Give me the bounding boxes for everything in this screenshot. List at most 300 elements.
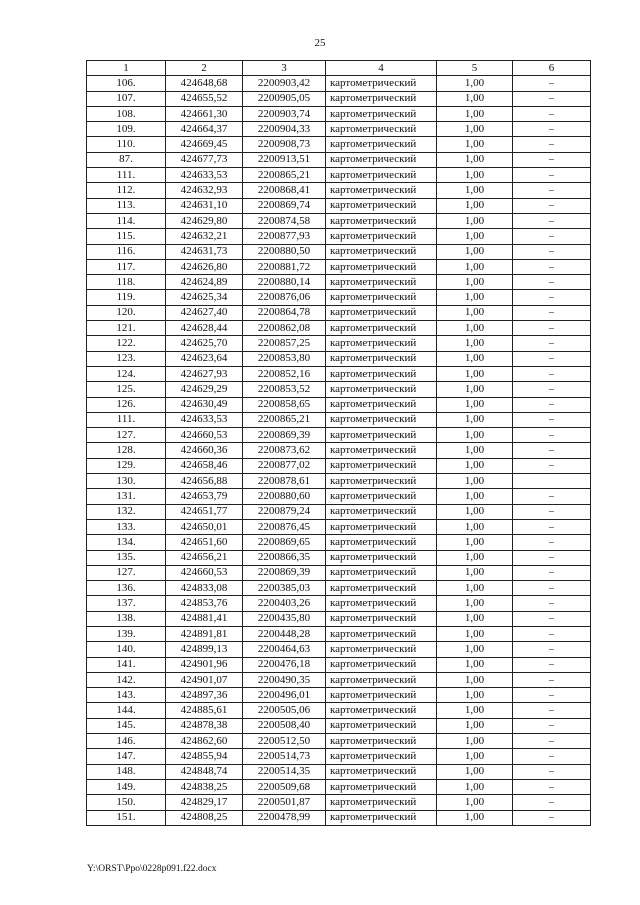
table-header-row [87, 61, 591, 76]
method-cell: картометрический [326, 168, 437, 183]
y-coordinate-cell: 2200509,68 [243, 779, 326, 794]
accuracy-cell: 1,00 [437, 382, 513, 397]
accuracy-cell: 1,00 [437, 305, 513, 320]
y-coordinate-cell: 2200435,80 [243, 611, 326, 626]
x-coordinate-cell: 424660,53 [166, 565, 243, 580]
accuracy-cell: 1,00 [437, 626, 513, 641]
table-row [87, 657, 591, 672]
description-cell: – [513, 672, 591, 687]
description-cell: – [513, 626, 591, 641]
table-row [87, 366, 591, 381]
x-coordinate-cell: 424891,81 [166, 626, 243, 641]
y-coordinate-cell: 2200876,45 [243, 519, 326, 534]
accuracy-cell: 1,00 [437, 229, 513, 244]
table-row [87, 152, 591, 167]
description-cell: – [513, 351, 591, 366]
x-coordinate-cell: 424625,34 [166, 290, 243, 305]
x-coordinate-cell: 424629,29 [166, 382, 243, 397]
y-coordinate-cell: 2200865,21 [243, 412, 326, 427]
description-cell: – [513, 321, 591, 336]
footer-file-path: Y:\ORST\Ppo\0228p091.f22.docx [87, 864, 217, 874]
description-cell [513, 474, 591, 489]
y-coordinate-cell: 2200478,99 [243, 810, 326, 825]
x-coordinate-cell: 424630,49 [166, 397, 243, 412]
description-cell: – [513, 489, 591, 504]
y-coordinate-cell: 2200869,39 [243, 565, 326, 580]
point-number-cell: 125. [87, 382, 166, 397]
y-coordinate-cell: 2200880,60 [243, 489, 326, 504]
method-cell: картометрический [326, 535, 437, 550]
method-cell: картометрический [326, 290, 437, 305]
point-number-cell: 132. [87, 504, 166, 519]
x-coordinate-cell: 424899,13 [166, 642, 243, 657]
accuracy-cell: 1,00 [437, 581, 513, 596]
y-coordinate-cell: 2200866,35 [243, 550, 326, 565]
table-row [87, 244, 591, 259]
point-number-cell: 111. [87, 168, 166, 183]
accuracy-cell: 1,00 [437, 779, 513, 794]
table-row [87, 275, 591, 290]
point-number-cell: 145. [87, 718, 166, 733]
point-number-cell: 137. [87, 596, 166, 611]
point-number-cell: 131. [87, 489, 166, 504]
point-number-cell: 129. [87, 458, 166, 473]
y-coordinate-cell: 2200869,65 [243, 535, 326, 550]
y-coordinate-cell: 2200869,39 [243, 428, 326, 443]
accuracy-cell: 1,00 [437, 443, 513, 458]
table-row [87, 672, 591, 687]
point-number-cell: 116. [87, 244, 166, 259]
x-coordinate-cell: 424629,80 [166, 213, 243, 228]
accuracy-cell: 1,00 [437, 749, 513, 764]
point-number-cell: 111. [87, 412, 166, 427]
accuracy-cell: 1,00 [437, 76, 513, 91]
method-cell: картометрический [326, 779, 437, 794]
table-row [87, 351, 591, 366]
point-number-cell: 121. [87, 321, 166, 336]
y-coordinate-cell: 2200864,78 [243, 305, 326, 320]
description-cell: – [513, 397, 591, 412]
accuracy-cell: 1,00 [437, 688, 513, 703]
description-cell: – [513, 275, 591, 290]
table-row [87, 596, 591, 611]
description-cell: – [513, 305, 591, 320]
y-coordinate-cell: 2200878,61 [243, 474, 326, 489]
table-row [87, 106, 591, 121]
accuracy-cell: 1,00 [437, 642, 513, 657]
accuracy-cell: 1,00 [437, 412, 513, 427]
accuracy-cell: 1,00 [437, 550, 513, 565]
method-cell: картометрический [326, 428, 437, 443]
description-cell: – [513, 336, 591, 351]
table-row [87, 749, 591, 764]
x-coordinate-cell: 424633,53 [166, 168, 243, 183]
table-row [87, 519, 591, 534]
y-coordinate-cell: 2200512,50 [243, 734, 326, 749]
method-cell: картометрический [326, 229, 437, 244]
description-cell: – [513, 688, 591, 703]
y-coordinate-cell: 2200496,01 [243, 688, 326, 703]
table-row [87, 489, 591, 504]
description-cell: – [513, 137, 591, 152]
accuracy-cell: 1,00 [437, 734, 513, 749]
accuracy-cell: 1,00 [437, 290, 513, 305]
table-row [87, 443, 591, 458]
x-coordinate-cell: 424627,40 [166, 305, 243, 320]
column-header-3: 3 [243, 61, 326, 76]
column-header-1: 1 [87, 61, 166, 76]
point-number-cell: 122. [87, 336, 166, 351]
accuracy-cell: 1,00 [437, 106, 513, 121]
y-coordinate-cell: 2200874,58 [243, 213, 326, 228]
method-cell: картометрический [326, 474, 437, 489]
point-number-cell: 147. [87, 749, 166, 764]
point-number-cell: 135. [87, 550, 166, 565]
table-row [87, 734, 591, 749]
y-coordinate-cell: 2200879,24 [243, 504, 326, 519]
description-cell: – [513, 412, 591, 427]
method-cell: картометрический [326, 810, 437, 825]
y-coordinate-cell: 2200862,08 [243, 321, 326, 336]
method-cell: картометрический [326, 519, 437, 534]
description-cell: – [513, 749, 591, 764]
accuracy-cell: 1,00 [437, 611, 513, 626]
method-cell: картометрический [326, 122, 437, 137]
y-coordinate-cell: 2200385,03 [243, 581, 326, 596]
table-row [87, 198, 591, 213]
x-coordinate-cell: 424901,07 [166, 672, 243, 687]
description-cell: – [513, 244, 591, 259]
y-coordinate-cell: 2200876,06 [243, 290, 326, 305]
method-cell: картометрический [326, 489, 437, 504]
x-coordinate-cell: 424632,21 [166, 229, 243, 244]
point-number-cell: 143. [87, 688, 166, 703]
method-cell: картометрический [326, 259, 437, 274]
method-cell: картометрический [326, 626, 437, 641]
point-number-cell: 123. [87, 351, 166, 366]
description-cell: – [513, 152, 591, 167]
accuracy-cell: 1,00 [437, 321, 513, 336]
method-cell: картометрический [326, 703, 437, 718]
y-coordinate-cell: 2200913,51 [243, 152, 326, 167]
x-coordinate-cell: 424660,53 [166, 428, 243, 443]
point-number-cell: 138. [87, 611, 166, 626]
table-row [87, 76, 591, 91]
point-number-cell: 119. [87, 290, 166, 305]
table-row [87, 565, 591, 580]
point-number-cell: 126. [87, 397, 166, 412]
method-cell: картометрический [326, 275, 437, 290]
method-cell: картометрический [326, 443, 437, 458]
point-number-cell: 107. [87, 91, 166, 106]
x-coordinate-cell: 424897,36 [166, 688, 243, 703]
y-coordinate-cell: 2200908,73 [243, 137, 326, 152]
x-coordinate-cell: 424661,30 [166, 106, 243, 121]
x-coordinate-cell: 424631,73 [166, 244, 243, 259]
table-row [87, 703, 591, 718]
method-cell: картометрический [326, 504, 437, 519]
method-cell: картометрический [326, 198, 437, 213]
description-cell: – [513, 764, 591, 779]
x-coordinate-cell: 424650,01 [166, 519, 243, 534]
y-coordinate-cell: 2200903,42 [243, 76, 326, 91]
coordinates-table [86, 60, 591, 826]
description-cell: – [513, 122, 591, 137]
accuracy-cell: 1,00 [437, 458, 513, 473]
description-cell: – [513, 183, 591, 198]
table-row [87, 550, 591, 565]
table-row [87, 397, 591, 412]
x-coordinate-cell: 424878,38 [166, 718, 243, 733]
y-coordinate-cell: 2200464,63 [243, 642, 326, 657]
accuracy-cell: 1,00 [437, 428, 513, 443]
point-number-cell: 115. [87, 229, 166, 244]
method-cell: картометрический [326, 305, 437, 320]
y-coordinate-cell: 2200877,02 [243, 458, 326, 473]
y-coordinate-cell: 2200853,52 [243, 382, 326, 397]
table-row [87, 382, 591, 397]
accuracy-cell: 1,00 [437, 168, 513, 183]
x-coordinate-cell: 424881,41 [166, 611, 243, 626]
x-coordinate-cell: 424658,46 [166, 458, 243, 473]
method-cell: картометрический [326, 183, 437, 198]
y-coordinate-cell: 2200403,26 [243, 596, 326, 611]
y-coordinate-cell: 2200880,50 [243, 244, 326, 259]
y-coordinate-cell: 2200869,74 [243, 198, 326, 213]
description-cell: – [513, 657, 591, 672]
accuracy-cell: 1,00 [437, 810, 513, 825]
accuracy-cell: 1,00 [437, 519, 513, 534]
point-number-cell: 133. [87, 519, 166, 534]
description-cell: – [513, 596, 591, 611]
table-row [87, 91, 591, 106]
x-coordinate-cell: 424631,10 [166, 198, 243, 213]
x-coordinate-cell: 424628,44 [166, 321, 243, 336]
point-number-cell: 128. [87, 443, 166, 458]
x-coordinate-cell: 424901,96 [166, 657, 243, 672]
point-number-cell: 142. [87, 672, 166, 687]
accuracy-cell: 1,00 [437, 489, 513, 504]
method-cell: картометрический [326, 106, 437, 121]
description-cell: – [513, 703, 591, 718]
x-coordinate-cell: 424855,94 [166, 749, 243, 764]
method-cell: картометрический [326, 366, 437, 381]
x-coordinate-cell: 424624,89 [166, 275, 243, 290]
x-coordinate-cell: 424653,79 [166, 489, 243, 504]
accuracy-cell: 1,00 [437, 351, 513, 366]
point-number-cell: 106. [87, 76, 166, 91]
accuracy-cell: 1,00 [437, 795, 513, 810]
column-header-5: 5 [437, 61, 513, 76]
table-row [87, 336, 591, 351]
method-cell: картометрический [326, 565, 437, 580]
x-coordinate-cell: 424627,93 [166, 366, 243, 381]
method-cell: картометрический [326, 795, 437, 810]
accuracy-cell: 1,00 [437, 703, 513, 718]
description-cell: – [513, 611, 591, 626]
column-header-6: 6 [513, 61, 591, 76]
description-cell: – [513, 290, 591, 305]
point-number-cell: 87. [87, 152, 166, 167]
table-row [87, 137, 591, 152]
y-coordinate-cell: 2200858,65 [243, 397, 326, 412]
x-coordinate-cell: 424660,36 [166, 443, 243, 458]
x-coordinate-cell: 424626,80 [166, 259, 243, 274]
table-row [87, 810, 591, 825]
point-number-cell: 117. [87, 259, 166, 274]
method-cell: картометрический [326, 397, 437, 412]
point-number-cell: 124. [87, 366, 166, 381]
method-cell: картометрический [326, 581, 437, 596]
method-cell: картометрический [326, 458, 437, 473]
accuracy-cell: 1,00 [437, 137, 513, 152]
description-cell: – [513, 565, 591, 580]
table-body [87, 76, 591, 826]
description-cell: – [513, 366, 591, 381]
method-cell: картометрический [326, 336, 437, 351]
x-coordinate-cell: 424829,17 [166, 795, 243, 810]
accuracy-cell: 1,00 [437, 366, 513, 381]
x-coordinate-cell: 424833,08 [166, 581, 243, 596]
table-row [87, 321, 591, 336]
accuracy-cell: 1,00 [437, 672, 513, 687]
x-coordinate-cell: 424633,53 [166, 412, 243, 427]
point-number-cell: 113. [87, 198, 166, 213]
method-cell: картометрический [326, 244, 437, 259]
point-number-cell: 120. [87, 305, 166, 320]
point-number-cell: 139. [87, 626, 166, 641]
point-number-cell: 146. [87, 734, 166, 749]
method-cell: картометрический [326, 152, 437, 167]
y-coordinate-cell: 2200857,25 [243, 336, 326, 351]
x-coordinate-cell: 424669,45 [166, 137, 243, 152]
method-cell: картометрический [326, 596, 437, 611]
x-coordinate-cell: 424848,74 [166, 764, 243, 779]
table-row [87, 779, 591, 794]
description-cell: – [513, 779, 591, 794]
method-cell: картометрический [326, 688, 437, 703]
accuracy-cell: 1,00 [437, 596, 513, 611]
point-number-cell: 127. [87, 428, 166, 443]
description-cell: – [513, 550, 591, 565]
x-coordinate-cell: 424651,77 [166, 504, 243, 519]
y-coordinate-cell: 2200904,33 [243, 122, 326, 137]
method-cell: картометрический [326, 91, 437, 106]
description-cell: – [513, 76, 591, 91]
method-cell: картометрический [326, 749, 437, 764]
accuracy-cell: 1,00 [437, 259, 513, 274]
method-cell: картометрический [326, 611, 437, 626]
accuracy-cell: 1,00 [437, 198, 513, 213]
table-row [87, 213, 591, 228]
table-row [87, 795, 591, 810]
description-cell: – [513, 443, 591, 458]
description-cell: – [513, 458, 591, 473]
y-coordinate-cell: 2200448,28 [243, 626, 326, 641]
method-cell: картометрический [326, 76, 437, 91]
point-number-cell: 144. [87, 703, 166, 718]
accuracy-cell: 1,00 [437, 91, 513, 106]
point-number-cell: 127. [87, 565, 166, 580]
point-number-cell: 112. [87, 183, 166, 198]
accuracy-cell: 1,00 [437, 397, 513, 412]
accuracy-cell: 1,00 [437, 244, 513, 259]
accuracy-cell: 1,00 [437, 657, 513, 672]
method-cell: картометрический [326, 137, 437, 152]
description-cell: – [513, 535, 591, 550]
method-cell: картометрический [326, 764, 437, 779]
y-coordinate-cell: 2200853,80 [243, 351, 326, 366]
table-row [87, 183, 591, 198]
x-coordinate-cell: 424664,37 [166, 122, 243, 137]
y-coordinate-cell: 2200868,41 [243, 183, 326, 198]
column-header-4: 4 [326, 61, 437, 76]
table-row [87, 305, 591, 320]
description-cell: – [513, 106, 591, 121]
table-row [87, 474, 591, 489]
method-cell: картометрический [326, 672, 437, 687]
accuracy-cell: 1,00 [437, 718, 513, 733]
method-cell: картометрический [326, 412, 437, 427]
y-coordinate-cell: 2200881,72 [243, 259, 326, 274]
x-coordinate-cell: 424838,25 [166, 779, 243, 794]
point-number-cell: 118. [87, 275, 166, 290]
y-coordinate-cell: 2200877,93 [243, 229, 326, 244]
method-cell: картометрический [326, 213, 437, 228]
table-row [87, 168, 591, 183]
y-coordinate-cell: 2200880,14 [243, 275, 326, 290]
description-cell: – [513, 91, 591, 106]
x-coordinate-cell: 424885,61 [166, 703, 243, 718]
x-coordinate-cell: 424648,68 [166, 76, 243, 91]
x-coordinate-cell: 424677,73 [166, 152, 243, 167]
method-cell: картометрический [326, 642, 437, 657]
description-cell: – [513, 519, 591, 534]
description-cell: – [513, 198, 591, 213]
table-row [87, 428, 591, 443]
y-coordinate-cell: 2200501,87 [243, 795, 326, 810]
x-coordinate-cell: 424632,93 [166, 183, 243, 198]
description-cell: – [513, 504, 591, 519]
y-coordinate-cell: 2200905,05 [243, 91, 326, 106]
description-cell: – [513, 229, 591, 244]
method-cell: картометрический [326, 734, 437, 749]
description-cell: – [513, 810, 591, 825]
point-number-cell: 150. [87, 795, 166, 810]
x-coordinate-cell: 424808,25 [166, 810, 243, 825]
y-coordinate-cell: 2200490,35 [243, 672, 326, 687]
accuracy-cell: 1,00 [437, 183, 513, 198]
accuracy-cell: 1,00 [437, 275, 513, 290]
description-cell: – [513, 428, 591, 443]
method-cell: картометрический [326, 657, 437, 672]
method-cell: картометрический [326, 550, 437, 565]
table-row [87, 642, 591, 657]
description-cell: – [513, 734, 591, 749]
accuracy-cell: 1,00 [437, 213, 513, 228]
point-number-cell: 110. [87, 137, 166, 152]
x-coordinate-cell: 424625,70 [166, 336, 243, 351]
x-coordinate-cell: 424651,60 [166, 535, 243, 550]
table-row [87, 688, 591, 703]
point-number-cell: 148. [87, 764, 166, 779]
y-coordinate-cell: 2200903,74 [243, 106, 326, 121]
point-number-cell: 130. [87, 474, 166, 489]
page-number: 25 [314, 37, 326, 49]
table-row [87, 764, 591, 779]
point-number-cell: 151. [87, 810, 166, 825]
table-row [87, 718, 591, 733]
